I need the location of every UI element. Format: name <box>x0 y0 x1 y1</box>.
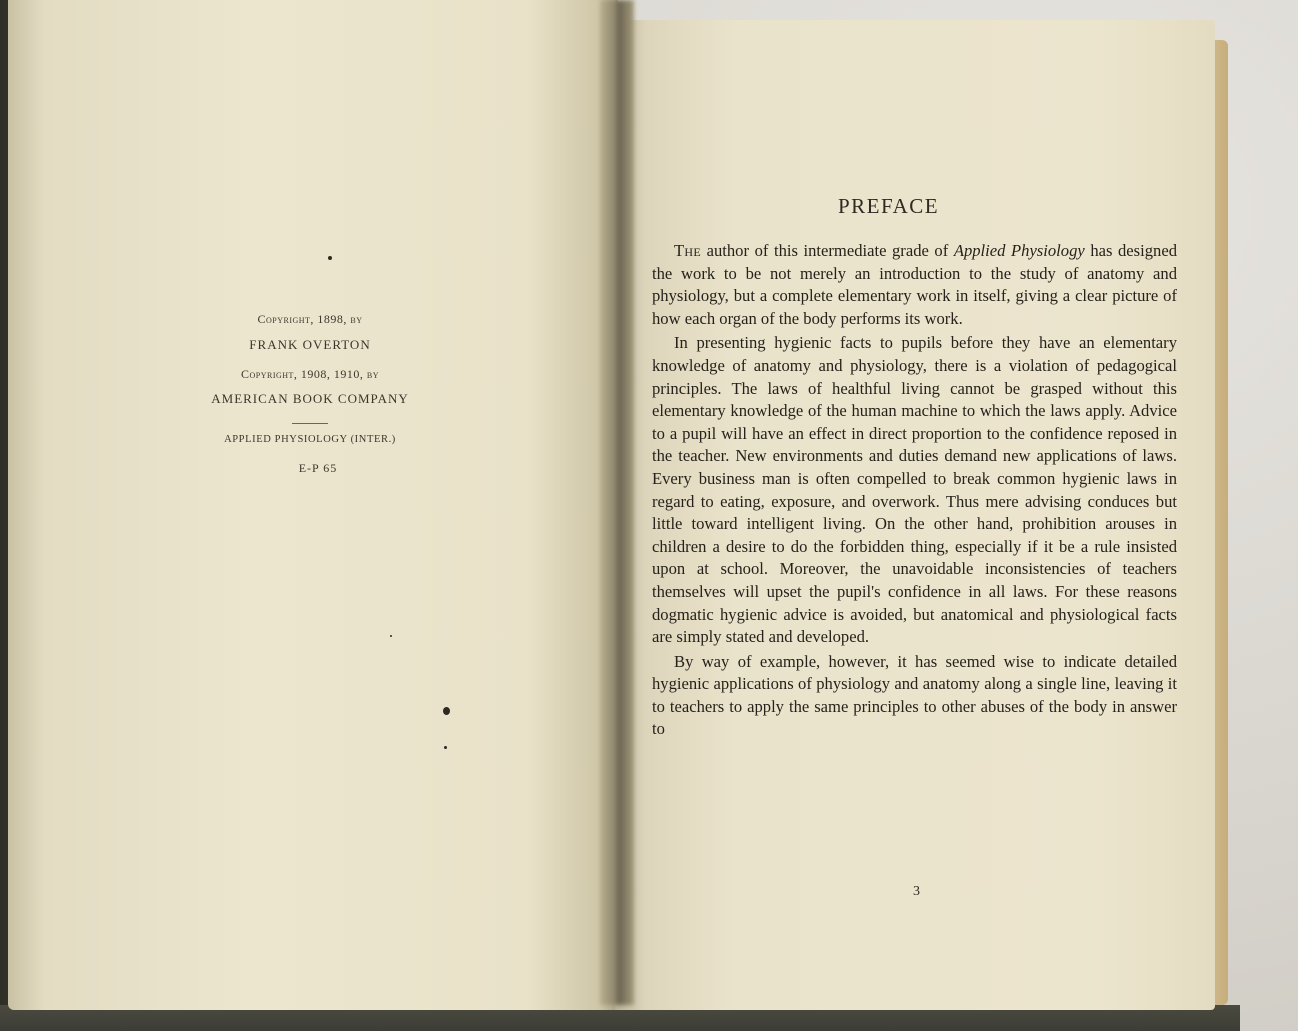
paragraph-1-part-a: author of this intermediate grade of <box>701 241 954 260</box>
paragraph-2: In presenting hygienic facts to pupils before they have an elementary knowledge of anatomy and physiology, there is a violation of pedagogical principles. The laws of healthful living cannot be grasped without this elementary knowledge of the human machine to which the laws apply. Advice to a pupil will have an effect in direct proportion to the confidence reposed in the teacher. New environments and duties demand new applications of laws. Every business man is often compelled to break common hygienic laws in regard to eating, exposure, and overwork. Thus mere advising conduces but little toward intelligent living. On the other hand, prohibition arouses in children a desire to do the forbidden thing, especially if it be a rule insisted upon at school. Moreover, the unavoidable inconsistencies of teachers themselves will upset the pupil's confidence in all laws. For these reasons dogmatic hygienic advice is avoided, but anatomical and physiological facts are simply stated and developed. <box>652 333 1177 647</box>
publisher-name: AMERICAN BOOK COMPANY <box>211 391 409 406</box>
copyright-line-1: Copyright, 1898, by <box>257 312 363 326</box>
paragraph-1-lead: The <box>674 241 702 260</box>
page-title: PREFACE <box>838 194 940 218</box>
paper-speck <box>444 746 447 749</box>
book-gutter <box>600 0 634 1005</box>
paragraph-3: By way of example, however, it has seemed wise to indicate detailed hygienic applications of physiology and anatomy along a single line, leaving it to teachers to apply the same principles to other abuses of the body in answer to <box>652 651 1177 739</box>
left-page <box>8 0 618 1010</box>
author-name: FRANK OVERTON <box>249 337 371 352</box>
paper-speck <box>328 256 332 260</box>
edition-line: APPLIED PHYSIOLOGY (INTER.) <box>224 434 396 445</box>
page-number: 3 <box>913 884 920 899</box>
preface-text <box>652 240 1177 741</box>
copyright-line-2: Copyright, 1908, 1910, by <box>240 367 380 381</box>
paper-speck <box>390 635 392 637</box>
copyright-imprint <box>180 312 440 476</box>
imprint-divider <box>292 423 328 424</box>
edition-code: E-P 65 <box>298 461 338 475</box>
paper-speck <box>443 707 450 715</box>
book-title-italic: Applied Physiology <box>953 241 1085 260</box>
paragraph-1-part-b: has designed the work to be not merely an introduction to the study of anatomy and physiology, but a complete elementary work in itself, giving a clear picture of how each organ of the body performs its work. <box>652 241 1177 328</box>
paragraph-1 <box>652 240 1177 330</box>
